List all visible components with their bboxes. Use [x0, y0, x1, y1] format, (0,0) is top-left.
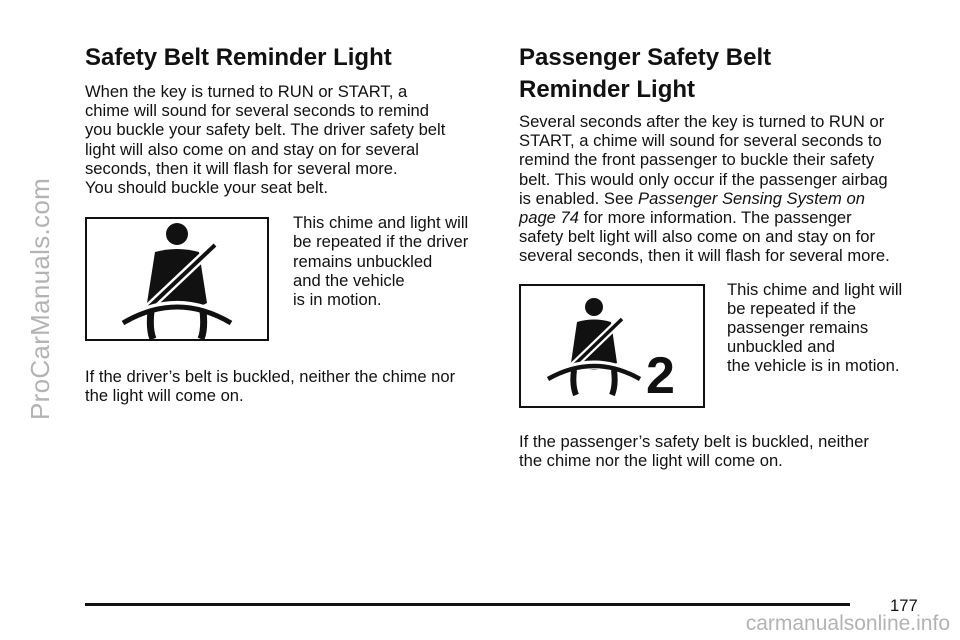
text-line: chime will sound for several seconds to remind — [85, 101, 430, 121]
intro-paragraph — [85, 82, 495, 197]
section-title-passenger-belt — [519, 42, 924, 106]
text-line: If the passenger’s safety belt is buckled, neither — [519, 431, 869, 451]
passenger-seatbelt-icon — [542, 291, 682, 401]
text-line: When the key is turned to RUN or START, a — [85, 82, 408, 101]
text-line: the vehicle is in motion. — [727, 356, 900, 376]
text-line: light will also come on and stay on for several — [85, 139, 419, 159]
text-line: several seconds, then it will flash for several more. — [519, 246, 890, 266]
cross-reference-link[interactable]: Passenger Sensing System on — [638, 188, 865, 208]
passenger-figure-caption — [727, 280, 902, 376]
passenger-buckled-paragraph — [519, 432, 924, 470]
text-line: remind the front passenger to buckle their safety — [519, 150, 875, 170]
passenger-intro-paragraph — [519, 112, 924, 266]
section-title-safety-belt: Safety Belt Reminder Light — [85, 44, 392, 71]
text-line: be repeated if the driver — [293, 232, 469, 252]
seat-number-label: 2 — [646, 346, 675, 401]
text-line: START, a chime will sound for several seconds to — [519, 131, 882, 151]
text-line: You should buckle your seat belt. — [85, 178, 328, 198]
text-line: This chime and light will — [293, 213, 469, 233]
side-watermark: ProCarManuals.com — [25, 177, 55, 420]
text-line: you buckle your safety belt. The driver safety belt — [85, 120, 446, 140]
title-line: Passenger Safety Belt — [519, 44, 772, 71]
text-line: passenger remains — [727, 318, 869, 338]
footer-rule — [85, 603, 850, 606]
driver-figure-caption — [293, 213, 468, 309]
text-line: If the driver’s belt is buckled, neither the chime nor — [85, 367, 456, 387]
text-line: the chime nor the light will come on. — [519, 450, 783, 470]
page-number: 177 — [890, 596, 918, 615]
text-line — [519, 189, 924, 208]
passenger-seatbelt-figure — [519, 284, 705, 408]
driver-seatbelt-figure — [85, 217, 269, 341]
passenger-figure-row — [519, 279, 924, 408]
footer-watermark: carmanualsonline.info — [745, 612, 950, 635]
text-line — [519, 208, 924, 227]
text-line: remains unbuckled — [293, 251, 433, 271]
text-line: and the vehicle — [293, 270, 405, 290]
driver-figure-row — [85, 213, 495, 341]
text-line: belt. This would only occur if the passenger airbag — [519, 169, 888, 189]
text-line: safety belt light will also come on and stay on for — [519, 227, 876, 247]
left-column — [85, 42, 495, 406]
text-fragment: is enabled. See — [519, 188, 639, 208]
cross-reference-page-link[interactable]: page 74 — [519, 208, 579, 228]
text-line: the light will come on. — [85, 386, 244, 406]
right-column — [519, 42, 924, 470]
text-line: seconds, then it will flash for several more. — [85, 158, 398, 178]
driver-seatbelt-icon — [117, 219, 237, 339]
text-line: This chime and light will — [727, 279, 903, 299]
text-line: Several seconds after the key is turned to RUN or — [519, 112, 885, 131]
text-line: unbuckled and — [727, 337, 835, 357]
driver-buckled-paragraph — [85, 367, 495, 405]
text-line: is in motion. — [293, 290, 382, 310]
text-fragment: for more information. The passenger — [578, 208, 852, 228]
title-line: Reminder Light — [519, 76, 696, 103]
text-line: be repeated if the — [727, 298, 857, 318]
